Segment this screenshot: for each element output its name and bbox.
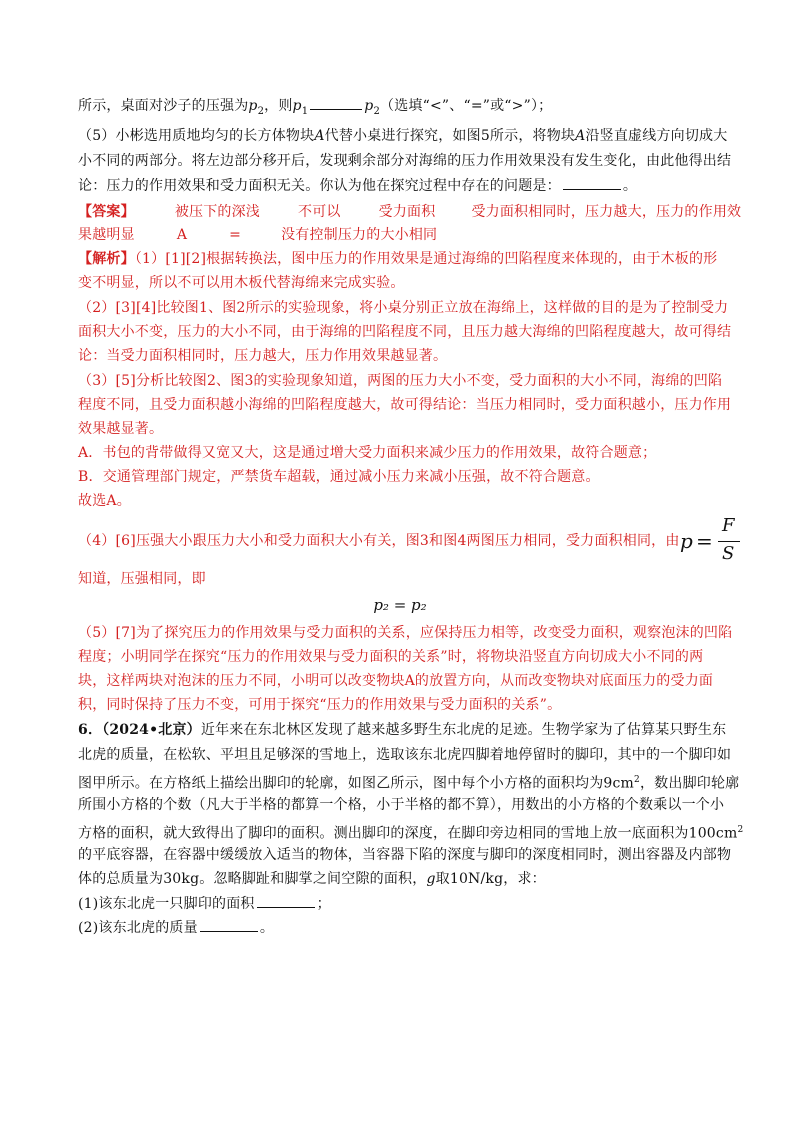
superscript: 2: [634, 775, 640, 785]
question-line: [78, 868, 546, 890]
math-g: g: [426, 871, 436, 887]
subscript: 2: [373, 105, 381, 117]
answer-text: 不可以: [298, 204, 341, 220]
text: （5）小彬选用质地均匀的长方体物块: [78, 128, 315, 144]
answer-text: 没有控制压力的大小相同: [281, 227, 438, 243]
subscript: 2: [257, 105, 265, 117]
question-line: [78, 893, 331, 915]
analysis-line: （2）[3][4]比较图1、图2所示的实验现象，将小桌分别正立放在海绵上，这样做的目的是为了控制受力: [78, 300, 729, 316]
question-text: 。: [259, 920, 275, 936]
pressure-formula: [680, 515, 760, 565]
answer-line: [78, 201, 741, 223]
math-var: A: [575, 128, 586, 144]
formula-denominator: S: [722, 543, 735, 564]
answer-text: 被压下的深浅: [174, 204, 261, 220]
analysis-line: 效果越显著。: [78, 421, 164, 437]
text: 所示，桌面对沙子的压强为: [78, 98, 249, 114]
analysis-line: 知道，压强相同，即: [78, 571, 206, 587]
question-line: [78, 819, 743, 845]
text-line: 小不同的两部分。将左边部分移开后，发现剩余部分对海绵的压力作用效果没有发生变化，由此他得出结: [78, 153, 732, 169]
answer-text: A: [176, 227, 188, 243]
analysis-line: [78, 248, 717, 270]
text: 。: [622, 178, 638, 194]
question-text: 取10N/kg，求：: [435, 871, 546, 887]
analysis-line: B．交通管理部门规定，严禁货车超载，通过减小压力来减小压强，故不符合题意。: [78, 469, 600, 485]
analysis-line: 论：当受力面积相同时，压力越大，压力作用效果越显著。: [78, 348, 448, 364]
analysis-line: 程度不同，且受力面积越小海绵的凹陷程度越大，故可得结论：当压力相同时，受力面积越小，压力作用: [78, 397, 732, 413]
answer-text: 受力面积相同时，压力越大，压力的作用效: [471, 204, 742, 220]
text: ，则: [264, 98, 293, 114]
question-text: 体的总质量为30kg。忽略脚趾和脚掌之间空隙的面积，: [78, 871, 427, 887]
answer-blank[interactable]: [200, 917, 258, 932]
math-p: p: [364, 98, 374, 114]
formula-p: p: [680, 529, 693, 553]
answer-line: [78, 224, 437, 246]
text: 论：压力的作用效果和受力面积无关。你认为他在探究过程中存在的问题是：: [78, 178, 561, 194]
answer-text: 果越明显: [78, 227, 135, 243]
analysis-line: 面积大小不变，压力的大小不同，由于海绵的凹陷程度不同，且压力越大海绵的凹陷程度越大，故可得结: [78, 324, 732, 340]
question-text: (1)该东北虎一只脚印的面积: [78, 896, 255, 912]
answer-text: 受力面积: [378, 204, 436, 220]
analysis-line: 变不明显，所以不可以用木板代替海绵来完成实验。: [78, 275, 405, 291]
question-line: 北虎的质量，在松软、平坦且足够深的雪地上，选取该东北虎四脚着地停留时的脚印，其中的一个脚印如: [78, 747, 732, 763]
question-line: [78, 917, 274, 939]
analysis-text: （1）[1][2]根据转换法，图中压力的作用效果是通过海绵的凹陷程度来体现的，由于木板的形: [134, 251, 718, 267]
answer-blank[interactable]: [563, 175, 621, 190]
question-line: 的平底容器，在容器中缓缓放入适当的物体，当容器下陷的深度与脚印的深度相同时，测出容器及内部物: [78, 847, 732, 863]
math-p: p: [248, 98, 258, 114]
analysis-line: 积，同时保持了压力不变，可用于探究“压力的作用效果与受力面积的关系”。: [78, 697, 562, 713]
equation: p₂ = p₂: [373, 596, 427, 614]
answer-blank[interactable]: [310, 95, 362, 110]
analysis-line: 故选A。: [78, 493, 131, 509]
analysis-tag: 【解析】: [78, 251, 135, 267]
answer-tag: 【答案】: [78, 204, 135, 220]
analysis-line: 程度；小明同学在探究“压力的作用效果与受力面积的关系”时，将物块沿竖直方向切成大小不同的两: [78, 649, 704, 665]
fraction-bar: [718, 541, 740, 542]
text-line: [78, 125, 727, 147]
formula-numerator: F: [722, 515, 735, 536]
subscript: 1: [301, 105, 309, 117]
question-source: （2024•北京）: [102, 722, 201, 738]
question-line: [78, 769, 739, 795]
question-number: 6．: [78, 722, 103, 738]
text-line: [78, 175, 637, 197]
answer-text: =: [229, 227, 242, 243]
answer-blank[interactable]: [257, 893, 315, 908]
analysis-line: （3）[5]分析比较图2、图3的实验现象知道，两图的压力大小不变，受力面积的大小不同，海绵的凹陷: [78, 373, 723, 389]
question-text: (2)该东北虎的质量: [78, 920, 198, 936]
math-var: A: [314, 128, 325, 144]
question-text: 近年来在东北林区发现了越来越多野生东北虎的足迹。生物学家为了估算某只野生东: [200, 722, 727, 738]
question-line: [78, 719, 726, 741]
text: 代替小桌进行探究，如图5所示，将物块: [324, 128, 576, 144]
text: 沿竖直虚线方向切成大: [585, 128, 728, 144]
formula-equals: =: [696, 529, 713, 553]
question-text: 方格的面积，就大致得出了脚印的面积。测出脚印的深度，在脚印旁边相同的雪地上放一底面积为100cm: [78, 825, 738, 842]
math-p: p: [292, 98, 302, 114]
superscript: 2: [737, 825, 744, 835]
question-text: 图甲所示。在方格纸上描绘出脚印的轮廓，如图乙所示，图中每个小方格的面积均为9cm: [78, 775, 635, 792]
analysis-line: （4）[6]压强大小跟压力大小和受力面积大小有关，图3和图4两图压力相同，受力面积相同，由: [78, 533, 680, 549]
question-line: 所围小方格的个数（凡大于半格的都算一个格，小于半格的都不算），用数出的小方格的个数乘以一个小: [78, 797, 725, 813]
question-text: ；: [316, 896, 331, 912]
analysis-line: A．书包的背带做得又宽又大，这是通过增大受力面积来减少压力的作用效果，故符合题意；: [78, 445, 657, 461]
analysis-line: 块，这样两块对泡沫的压力不同，小明可以改变物块A的放置方向，从而改变物块对底面压力的受力面: [78, 673, 714, 689]
text: （选填“<”、“=”或“>”）；: [380, 98, 553, 114]
text-line: [78, 95, 552, 123]
question-text: ，数出脚印轮廓: [639, 775, 740, 792]
analysis-line: （5）[7]为了探究压力的作用效果与受力面积的关系，应保持压力相等，改变受力面积，观察泡沫的凹陷: [78, 625, 733, 641]
